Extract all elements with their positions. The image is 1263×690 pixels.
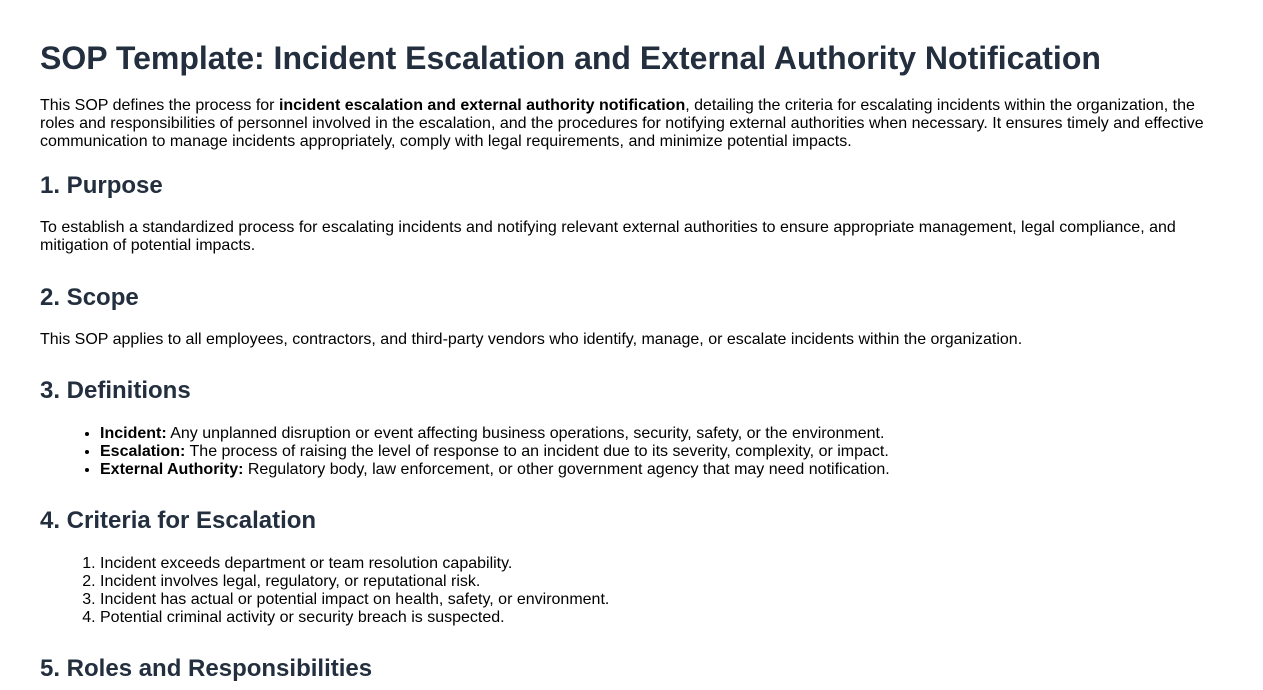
definition-term: External Authority: [100,461,244,478]
intro-text-bold: incident escalation and external authority notification [278,97,686,114]
intro-text-before: This SOP defines the process for [40,97,279,114]
definitions-list [40,425,890,479]
criteria-item: 2. Incident involves legal, regulatory, or reputational risk. [100,573,609,591]
criteria-item: 1. Incident exceeds department or team resolution capability. [100,555,609,573]
definition-item [100,425,890,443]
intro-text-after: , detailing the criteria for escalating incidents within the organization, the roles and responsibilities of personnel involved in the escalation, and the procedures for notifying external authorities when necessary. It ensures timely and effective communication to manage incidents appropriately, comply with legal requirements, and minimize potential impacts. [40,97,1204,150]
criteria-heading: 4. Criteria for Escalation [40,507,317,534]
definition-item [100,461,890,479]
definition-text: Regulatory body, law enforcement, or other government agency that may need notification. [243,461,890,478]
roles-heading: 5. Roles and Responsibilities [40,655,373,682]
intro-paragraph [40,97,1215,151]
scope-text: This SOP applies to all employees, contractors, and third-party vendors who identify, manage, or escalate incidents within the organization. [40,331,1023,348]
purpose-text: To establish a standardized process for escalating incidents and notifying relevant external authorities to ensure appropriate management, legal compliance, and mitigation of potential impacts. [40,219,1176,254]
definition-term: Incident: [100,425,167,442]
definition-item [100,443,890,461]
definition-term: Escalation: [100,443,186,460]
definition-text: Any unplanned disruption or event affecting business operations, security, safety, or the environment. [166,425,885,442]
definition-text: The process of raising the level of response to an incident due to its severity, complexity, or impact. [185,443,889,460]
definitions-heading: 3. Definitions [40,377,191,404]
purpose-heading: 1. Purpose [40,172,163,199]
scope-heading: 2. Scope [40,284,139,311]
page-title: SOP Template: Incident Escalation and External Authority Notification [40,40,1101,76]
criteria-item: 3. Incident has actual or potential impact on health, safety, or environment. [100,591,609,609]
criteria-item: 4. Potential criminal activity or security breach is suspected. [100,609,609,627]
criteria-list [40,555,609,627]
